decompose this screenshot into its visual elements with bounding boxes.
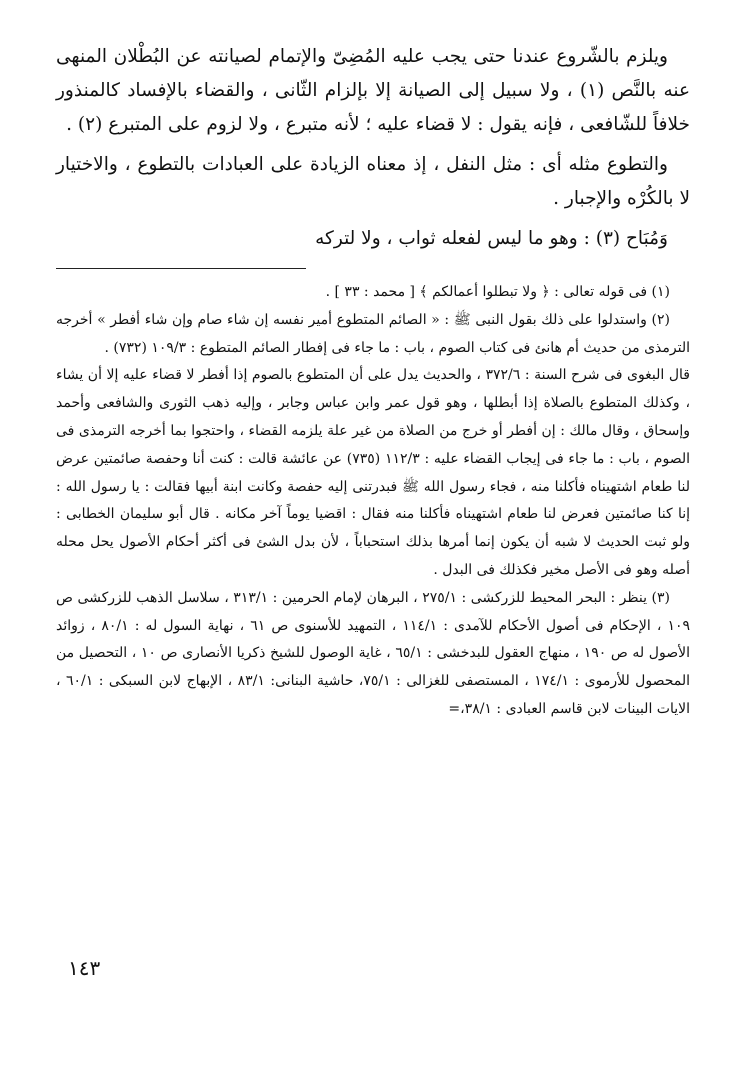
page-body bbox=[56, 40, 690, 724]
footnote-1: (١) فى قوله تعالى : ﴿ ولا تبطلوا أعمالكم ﴾ [ محمد : ٣٣ ] . bbox=[325, 284, 670, 300]
footnote-2-continued: قال البغوى فى شرح السنة : ٣٧٢/٦ ، والحديث يدل على أن المتطوع بالصوم إذا أفطر لا قضاء عليه إلا أن يشاء ، وكذلك المتطوع بالصلاة إذا أبطلها ، وهو قول عمر وابن عباس وجابر ، وإليه ذهب الثورى والشافعى وأحمد وإسحاق ، وقال مالك : إن أفطر أو خرج من الصلاة من غير علة يلزمه القضاء ، واحتجوا بما أخرجه الترمذى فى الصوم ، باب : ما جاء فى إيجاب القضاء عليه : ١١٢/٣ (٧٣٥) عن عائشة قالت : كنت أنا وحفصة صائمتين عرض لنا طعام اشتهيناه فأكلنا منه ، فجاء رسول الله ﷺ فبدرتنى إليه حفصة وكانت ابنة أبيها فقالت : يا رسول الله : إنا كنا صائمتين فعرض لنا طعام اشتهيناه فأكلنا منه فقال : اقضيا يوماً آخر مكانه . قال أبو سليمان الخطابى : ولو ثبت الحديث لا شبه أن يكون إنما أمرها بذلك استحباباً ، لأن بدل الشئ فى أكثر أحكام الأصول يحل محله أصله وهو فى الأصل مخير فكذلك فى البدل . bbox=[56, 367, 690, 578]
main-text bbox=[56, 40, 690, 256]
main-paragraph-1: ويلزم بالشّروع عندنا حتى يجب عليه المُضِىّ والإتمام لصيانته عن البُطْلان المنهى عنه بالنَّص (١) ، ولا سبيل إلى الصيانة إلا بإلزام الثّانى ، والقضاء بالإفساد كالمنذور خلافاً للشّافعى ، فإنه يقول : لا قضاء عليه ؛ لأنه متبرع ، ولا لزوم على المتبرع (٢) . bbox=[56, 46, 690, 135]
footnotes bbox=[56, 279, 690, 724]
page-number: ١٤٣ bbox=[68, 956, 101, 980]
main-paragraph-2: والتطوع مثله أى : مثل النفل ، إذ معناه الزيادة على العبادات بالتطوع ، والاختيار لا بالكُرْه والإجبار . bbox=[56, 154, 690, 209]
main-paragraph-3: وَمُبَاح (٣) : وهو ما ليس لفعله ثواب ، ولا لتركه bbox=[315, 228, 668, 249]
footnote-3: (٣) ينظر : البحر المحيط للزركشى : ٢٧٥/١ ، البرهان لإمام الحرمين : ٣١٣/١ ، سلاسل الذهب للزركشى ص ١٠٩ ، الإحكام فى أصول الأحكام للآمدى : ١١٤/١ ، التمهيد للأسنوى ص ٦١ ، نهاية السول له : ٨٠/١ ، زوائد الأصول له ص ١٩٠ ، منهاج العقول للبدخشى : ٦٥/١ ، غاية الوصول للشيخ ذكريا الأنصارى ص ١٠ ، التحصيل من المحصول للأرموى : ١٧٤/١ ، المستصفى للغزالى : ٧٥/١، حاشية البنانى: ٨٣/١ ، الإبهاج لابن السبكى : ٦٠/١ ، الايات البينات لابن قاسم العبادى : ٣٨/١،= bbox=[56, 589, 691, 717]
footnote-2: (٢) واستدلوا على ذلك بقول النبى ﷺ : « الصائم المتطوع أمير نفسه إن شاء صام وإن شاء أفطر » أخرجه الترمذى من حديث أم هانئ فى كتاب الصوم ، باب : ما جاء فى إفطار الصائم المتطوع : ١٠٩/٣ (٧٣٢) . bbox=[56, 311, 690, 356]
footnote-separator bbox=[56, 268, 306, 269]
